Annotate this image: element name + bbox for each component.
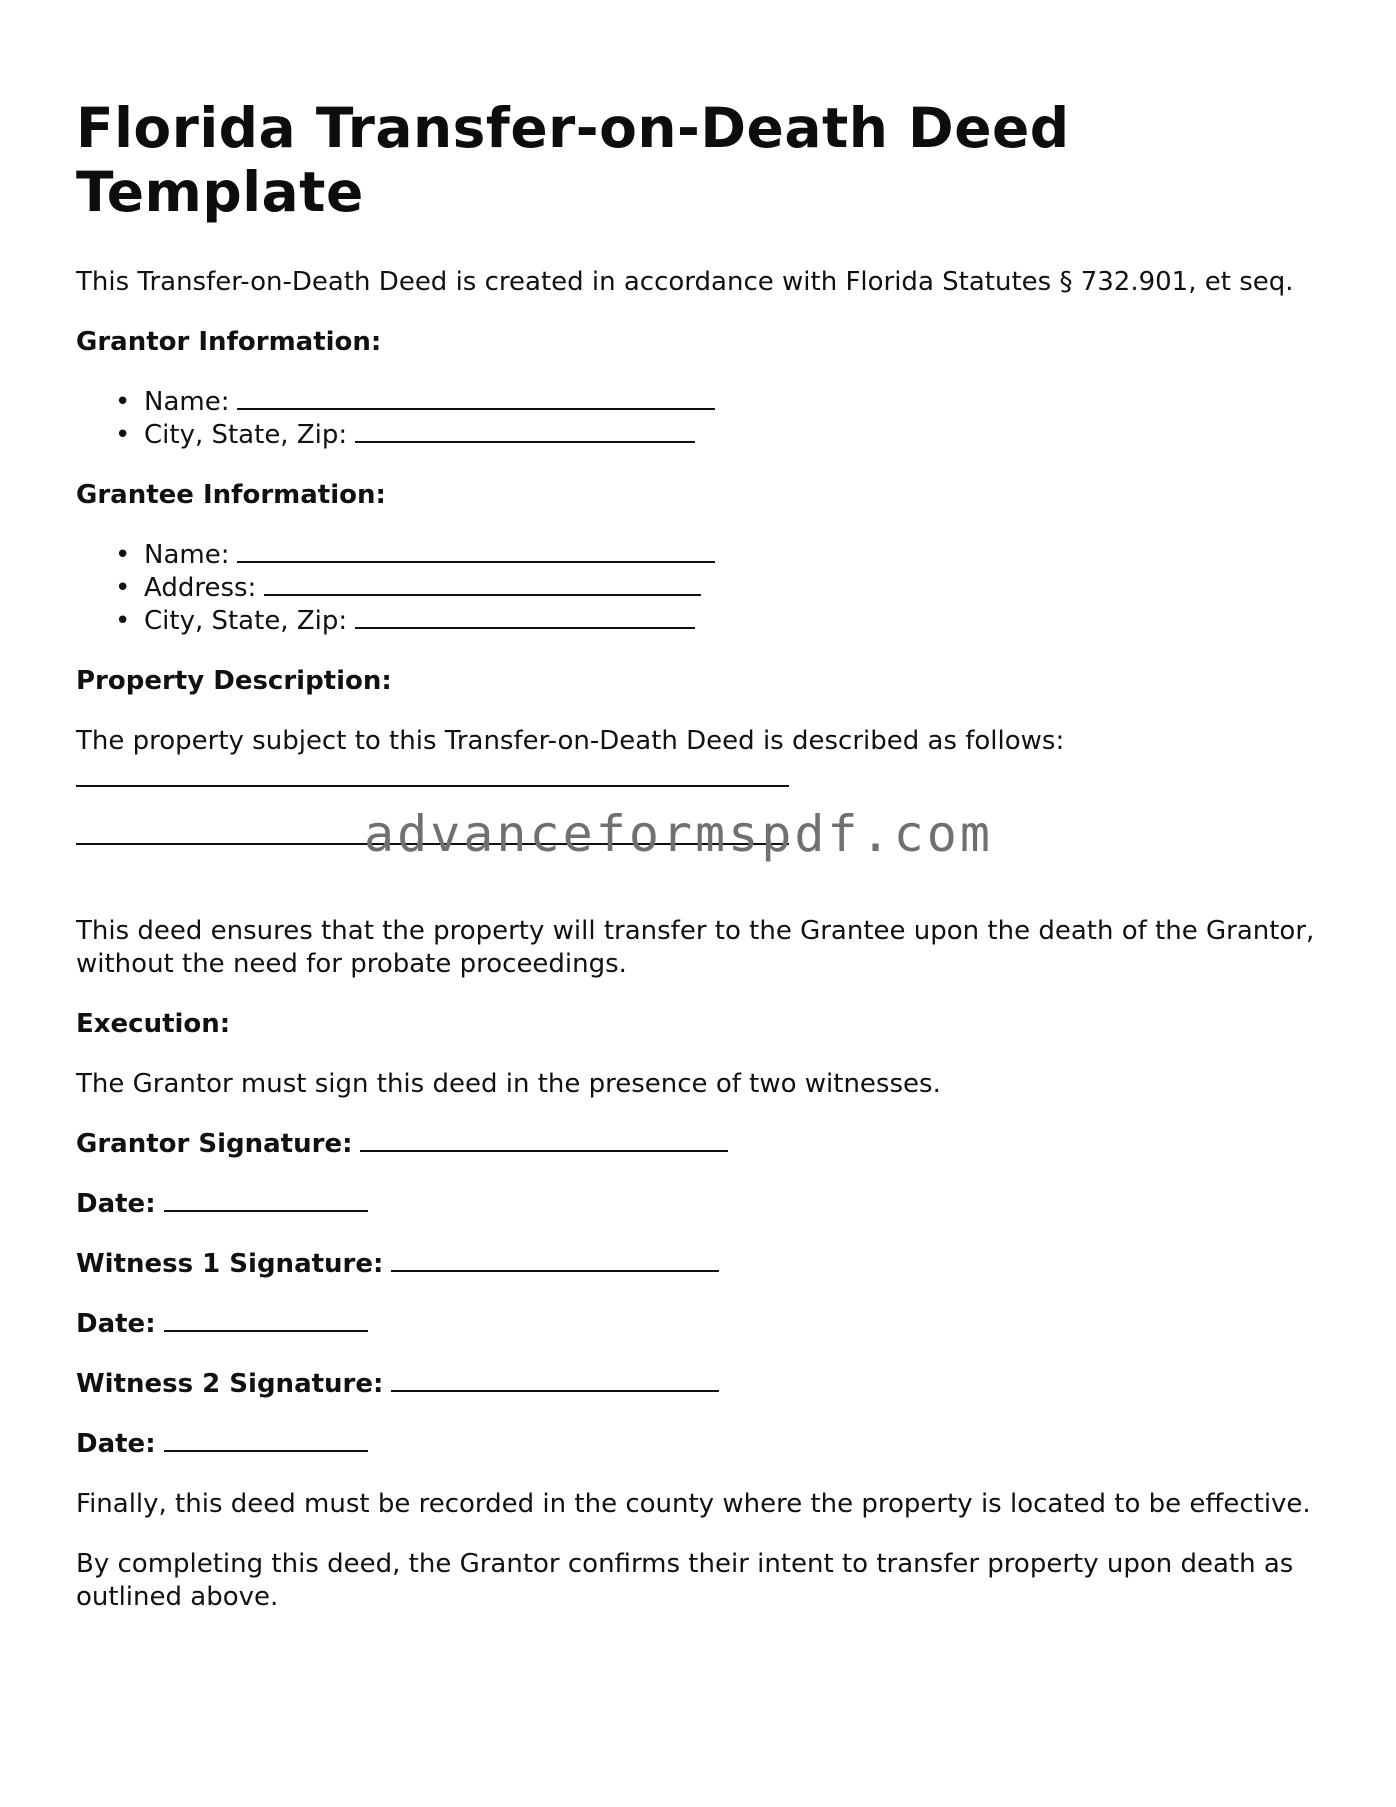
ensures-paragraph: This deed ensures that the property will transfer to the Grantee upon the death of the Grantor, without the need for probate proceedings. <box>76 916 1315 979</box>
grantee-address-label: Address: <box>144 573 257 603</box>
witness2-signature-row <box>76 1368 1326 1401</box>
grantee-name-label: Name: <box>144 540 230 570</box>
witness2-signature-blank[interactable] <box>391 1368 719 1392</box>
witness1-signature-row <box>76 1248 1326 1281</box>
grantor-signature-label: Grantor Signature: <box>76 1129 353 1159</box>
witness1-signature-label: Witness 1 Signature: <box>76 1249 384 1279</box>
witness1-signature-blank[interactable] <box>391 1248 719 1272</box>
date-label: Date: <box>76 1189 156 1219</box>
witness1-date-row <box>76 1308 1326 1341</box>
grantee-city-state-zip-blank[interactable] <box>355 605 695 629</box>
property-heading: Property Description: <box>76 666 392 696</box>
bullet-icon: • <box>115 540 131 570</box>
property-line-1[interactable] <box>76 785 789 787</box>
witness2-date-row <box>76 1428 1326 1461</box>
grantor-city-state-zip-label: City, State, Zip: <box>144 420 348 450</box>
document-page <box>76 96 1326 1641</box>
property-description-blanks <box>76 785 1326 887</box>
intro-paragraph: This Transfer-on-Death Deed is created in accordance with Florida Statutes § 732.901, et seq. <box>76 267 1294 297</box>
date-label: Date: <box>76 1429 156 1459</box>
grantor-name-label: Name: <box>144 387 230 417</box>
bullet-icon: • <box>115 573 131 603</box>
list-item <box>115 572 1326 605</box>
bullet-icon: • <box>115 606 131 636</box>
list-item <box>115 539 1326 572</box>
witness2-signature-label: Witness 2 Signature: <box>76 1369 384 1399</box>
grantee-heading: Grantee Information: <box>76 480 386 510</box>
date-label: Date: <box>76 1309 156 1339</box>
grantor-date-row <box>76 1188 1326 1221</box>
grantor-date-blank[interactable] <box>164 1188 368 1212</box>
closing-paragraph: By completing this deed, the Grantor confirms their intent to transfer property upon death as outlined above. <box>76 1549 1294 1612</box>
grantor-city-state-zip-blank[interactable] <box>355 419 695 443</box>
execution-paragraph: The Grantor must sign this deed in the presence of two witnesses. <box>76 1069 941 1099</box>
grantee-address-blank[interactable] <box>264 572 701 596</box>
grantee-fields-list <box>76 539 1326 638</box>
grantor-signature-row <box>76 1128 1326 1161</box>
watermark: advanceformspdf.com <box>364 805 993 863</box>
page-title: Florida Transfer-on-Death Deed Template <box>76 96 1070 224</box>
recording-paragraph: Finally, this deed must be recorded in the county where the property is located to be effective. <box>76 1489 1311 1519</box>
witness1-date-blank[interactable] <box>164 1308 368 1332</box>
property-paragraph: The property subject to this Transfer-on-Death Deed is described as follows: <box>76 726 1065 756</box>
grantor-signature-blank[interactable] <box>360 1128 728 1152</box>
grantee-city-state-zip-label: City, State, Zip: <box>144 606 348 636</box>
grantor-name-blank[interactable] <box>237 386 715 410</box>
bullet-icon: • <box>115 420 131 450</box>
bullet-icon: • <box>115 387 131 417</box>
witness2-date-blank[interactable] <box>164 1428 368 1452</box>
grantee-name-blank[interactable] <box>237 539 715 563</box>
execution-heading: Execution: <box>76 1009 231 1039</box>
list-item <box>115 605 1326 638</box>
list-item <box>115 419 1326 452</box>
grantor-fields-list <box>76 386 1326 452</box>
grantor-heading: Grantor Information: <box>76 327 382 357</box>
list-item <box>115 386 1326 419</box>
